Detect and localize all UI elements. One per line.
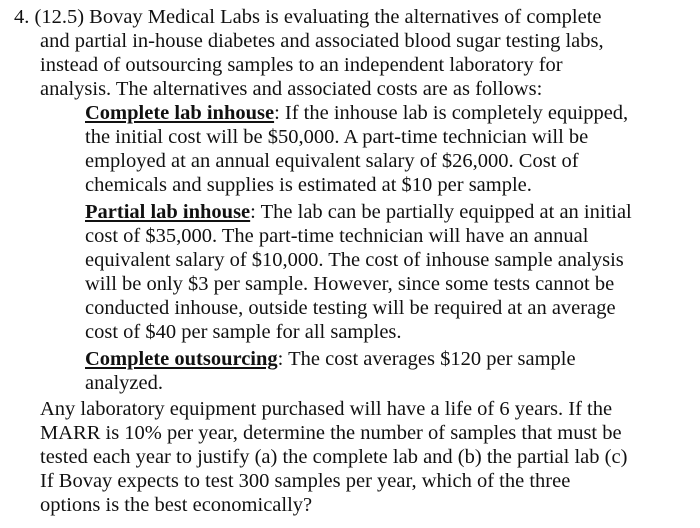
option-outsourcing-heading: Complete outsourcing xyxy=(85,348,278,370)
problem-line-2: and partial in-house diabetes and associated blood sugar testing labs, xyxy=(40,30,604,52)
closing-line-4: If Bovay expects to test 300 samples per year, which of the three xyxy=(40,470,571,492)
option-partial-lab-line-2: cost of $35,000. The part-time technician will have an annual xyxy=(85,225,589,247)
closing-line-5: options is the best economically? xyxy=(40,494,313,516)
option-complete-lab-text: : If the inhouse lab is completely equipped, xyxy=(274,102,629,124)
option-partial-lab-text: : The lab can be partially equipped at an initial xyxy=(250,201,632,223)
option-partial-lab-line-6: cost of $40 per sample for all samples. xyxy=(85,321,402,343)
problem-line-1: 4. (12.5) Bovay Medical Labs is evaluating the alternatives of complete xyxy=(14,6,602,28)
closing-line-2: MARR is 10% per year, determine the number of samples that must be xyxy=(40,422,622,444)
option-partial-lab-first-line xyxy=(85,200,632,224)
problem-line-4: analysis. The alternatives and associated costs are as follows: xyxy=(40,78,543,100)
option-partial-lab-line-5: conducted inhouse, outside testing will be required at an average xyxy=(85,297,616,319)
option-partial-lab-line-4: will be only $3 per sample. However, since some tests cannot be xyxy=(85,273,615,295)
option-partial-lab-line-3: equivalent salary of $10,000. The cost of inhouse sample analysis xyxy=(85,249,624,271)
option-complete-lab-line-3: employed at an annual equivalent salary of $26,000. Cost of xyxy=(85,150,579,172)
closing-line-1: Any laboratory equipment purchased will have a life of 6 years. If the xyxy=(40,398,613,420)
problem-line-3: instead of outsourcing samples to an independent laboratory for xyxy=(40,54,563,76)
option-complete-lab-first-line xyxy=(85,101,628,125)
closing-line-3: tested each year to justify (a) the complete lab and (b) the partial lab (c) xyxy=(40,446,628,468)
option-outsourcing-line-2: analyzed. xyxy=(85,372,163,394)
option-outsourcing-first-line xyxy=(85,347,576,371)
option-complete-lab-heading: Complete lab inhouse xyxy=(85,102,275,124)
option-complete-lab-line-4: chemicals and supplies is estimated at $10 per sample. xyxy=(85,174,532,196)
option-partial-lab-heading: Partial lab inhouse xyxy=(85,201,251,223)
option-complete-lab-line-2: the initial cost will be $50,000. A part-time technician will be xyxy=(85,126,589,148)
option-outsourcing-text: : The cost averages $120 per sample xyxy=(277,348,576,370)
